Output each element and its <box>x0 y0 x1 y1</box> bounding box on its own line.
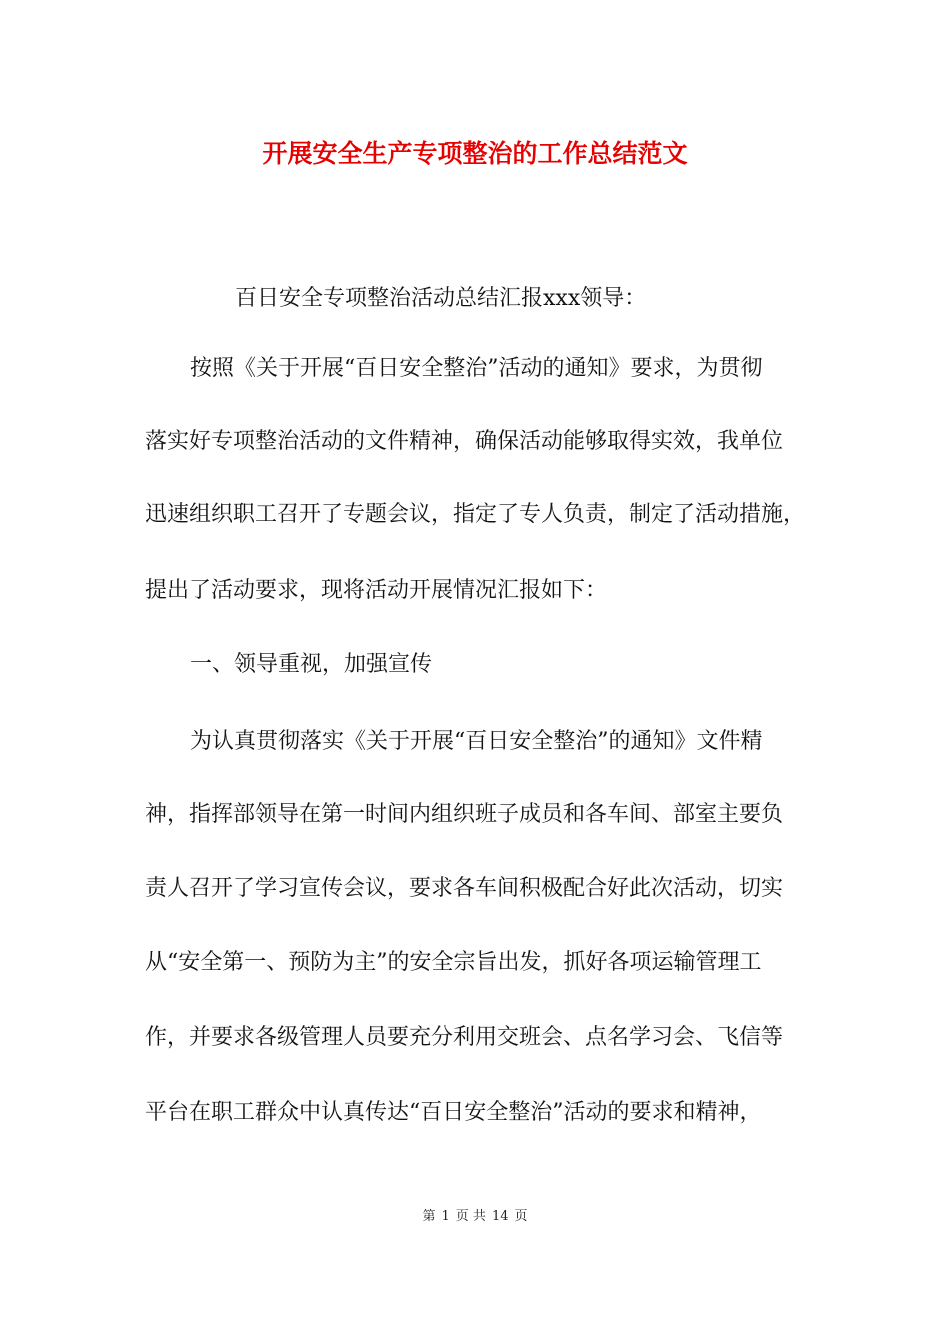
total-pages-number: 14 <box>491 1209 509 1224</box>
paragraph-line: 迅速组织职工召开了专题会议，指定了专人负责，制定了活动措施， <box>145 502 806 527</box>
paragraph-line: 神，指挥部领导在第一时间内组织班子成员和各车间、部室主要负 <box>145 802 784 827</box>
section-heading: 一、领导重视，加强宣传 <box>190 652 433 677</box>
paragraph-line: 作，并要求各级管理人员要充分利用交班会、点名学习会、飞信等 <box>145 1025 784 1050</box>
page-footer <box>0 1207 950 1227</box>
salutation-line: 百日安全专项整治活动总结汇报xxx领导： <box>235 286 647 311</box>
paragraph-line: 平台在职工群众中认真传达“百日安全整治”活动的要求和精神， <box>145 1100 762 1125</box>
paragraph-line: 落实好专项整治活动的文件精神，确保活动能够取得实效，我单位 <box>145 429 784 454</box>
footer-mid: 页 共 <box>455 1209 486 1224</box>
paragraph-line: 责人召开了学习宣传会议，要求各车间积极配合好此次活动，切实 <box>145 876 784 901</box>
paragraph-line: 按照《关于开展“百日安全整治”活动的通知》要求，为贯彻 <box>190 356 763 381</box>
footer-prefix: 第 <box>422 1209 436 1224</box>
paragraph-line: 提出了活动要求，现将活动开展情况汇报如下： <box>145 578 608 603</box>
paragraph-line: 为认真贯彻落实《关于开展“百日安全整治”的通知》文件精 <box>190 729 763 754</box>
footer-suffix: 页 <box>514 1209 528 1224</box>
document-title: 开展安全生产专项整治的工作总结范文 <box>262 139 688 168</box>
current-page-number: 1 <box>441 1209 450 1224</box>
paragraph-line: 从“安全第一、预防为主”的安全宗旨出发，抓好各项运输管理工 <box>145 950 762 975</box>
